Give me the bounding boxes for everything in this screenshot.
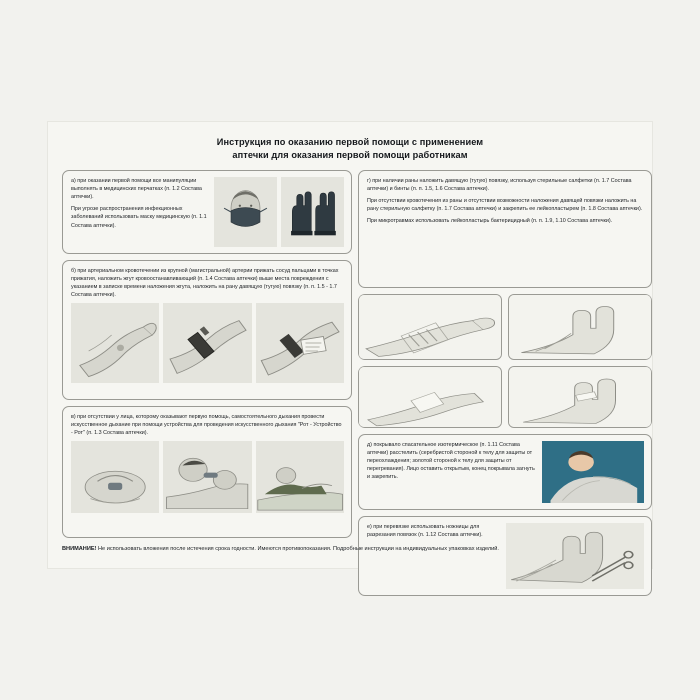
panel-a-gloves-mask xyxy=(62,170,352,254)
panel-g-images-2 xyxy=(358,366,652,428)
page-title xyxy=(48,122,652,171)
panel-e-text: е) при перевязке использовать ножницы для разрезания повязок (п. 1.12 Состава аптечки). xyxy=(367,524,483,539)
instruction-sheet xyxy=(48,122,652,568)
hand-bandage-icon xyxy=(508,294,652,360)
face-mask-icon xyxy=(214,177,277,247)
panel-a-text-2: При угрозе распространения инфекционных заболеваний использовать маску медицинскую (п. 1.1 Состава аптечки). xyxy=(71,206,207,229)
panel-g-images xyxy=(358,294,652,360)
panel-d-isothermal-blanket xyxy=(358,434,652,510)
artery-pressure-point-icon xyxy=(71,303,159,383)
panel-v-artificial-respiration xyxy=(62,406,352,538)
panel-g-wound-dressing xyxy=(358,170,652,288)
panel-a-text-1: а) при оказании первой помощи все манипуляции выполнять в медицинских перчатках (п. 1.2 Состава аптечки). xyxy=(71,178,202,201)
bandage-scissors-icon xyxy=(506,523,644,589)
cpr-device-icon xyxy=(71,441,159,513)
right-column xyxy=(358,170,652,596)
forearm-wound-dressing-icon xyxy=(358,366,502,428)
panel-b-text: б) при артериальном кровотечении из крупной (магистральной) артерии прижать сосуд пальцами в точках прижатия, наложить жгут кровоостанавливающий (п. 1.4 Состава аптечки) выше места повреждения с указанием в записке времени наложения жгута, наложить на рану давящую (тугую) повязку (п. п. 1.5 - 1.7 Состава аптечки). xyxy=(71,268,339,299)
panel-b-tourniquet xyxy=(62,260,352,400)
panel-v-text: в) при отсутствии у лица, которому оказывают первую помощь, самостоятельного дыхания провести искусственное дыхание при помощи устройства для проведения искусственного дыхания "Рот - Устройство - Рот" (п. 1.3 Состава аптечки). xyxy=(71,414,342,437)
tourniquet-note-icon xyxy=(256,303,344,383)
footer-warning-text: Не использовать вложения после истечения срока годности. Имеются противопоказания. Подробные инструкции на индивидуальных упаковках изделий. xyxy=(96,546,499,553)
page-title-line2: аптечки для оказания первой помощи работникам xyxy=(232,150,468,161)
panel-g-text-2: При отсутствии кровотечения из раны и отсутствии возможности наложения давящей повязки наложить на рану стерильную салфетку (п. 1.7 Состава аптечки) и закрепить ее лейкопластырем (п. 1.8 Состава аптечки). xyxy=(367,198,643,213)
left-column xyxy=(62,170,352,538)
footer-warning-label: ВНИМАНИЕ! xyxy=(62,546,97,553)
panel-e-scissors xyxy=(358,516,652,596)
footer-warning xyxy=(62,546,638,554)
panel-g-text-3: При микротравмах использовать лейкопластырь бактерицидный (п. п. 1.9, 1.10 Состава аптечки). xyxy=(367,218,613,225)
gloves-icon xyxy=(281,177,344,247)
tourniquet-application-icon xyxy=(163,303,251,383)
arm-bandage-icon xyxy=(358,294,502,360)
page-title-line1: Инструкция по оказанию первой помощи с применением xyxy=(216,137,484,147)
panel-d-text: д) покрывало спасательное изотермическое (п. 1.11 Состава аптечки) расстелить (серебристой стороной к телу для защиты от переохлаждения; золотой стороной к телу для защиты от перегревания). Лицо оставить открытым, конец покрывала загнуть и закрепить. xyxy=(367,442,535,481)
isothermal-blanket-icon xyxy=(542,441,644,503)
panel-grid xyxy=(62,170,643,539)
plaster-strip-icon xyxy=(508,366,652,428)
panel-g-text-1: г) при наличии раны наложить давящую (тугую) повязку, используя стерильные салфетки (п. 1.7 Состава аптечки) и бинты (п. п. 1.5, 1.6 Состава аптечки). xyxy=(367,178,632,193)
cpr-mouth-to-mouth-icon xyxy=(163,441,251,513)
rescue-breathing-icon xyxy=(256,441,344,513)
